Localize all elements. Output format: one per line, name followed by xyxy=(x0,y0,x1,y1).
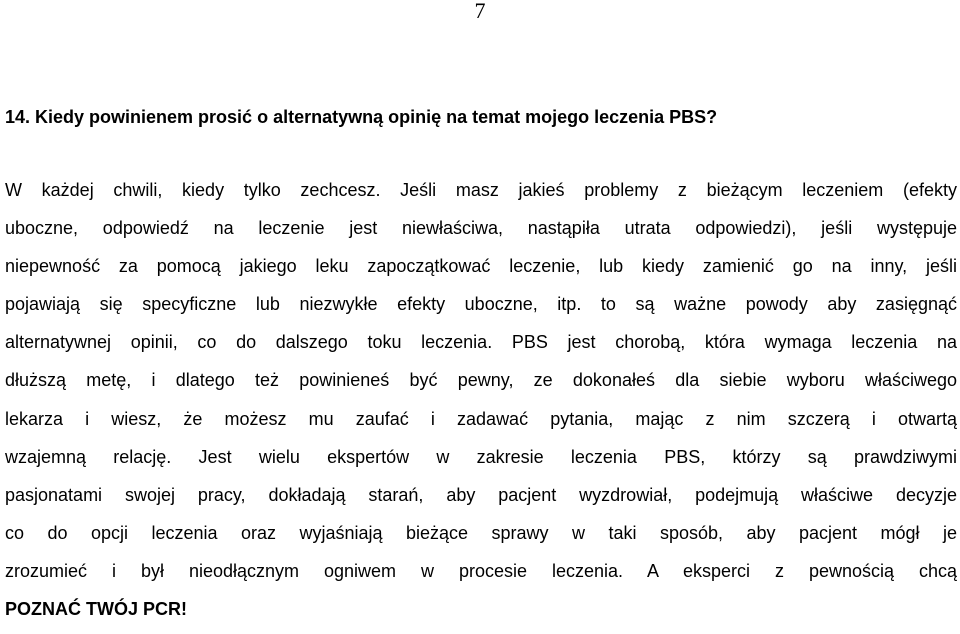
closing-line: POZNAĆ TWÓJ PCR! xyxy=(5,599,187,620)
body-line: zrozumieć i był nieodłącznym ogniwem w procesie leczenia. A eksperci z pewnością chcą xyxy=(5,560,957,581)
body-line: dłuższą metę, i dlatego też powinieneś być pewny, ze dokonałeś dla siebie wyboru właściwego xyxy=(5,370,957,391)
page-number: 7 xyxy=(474,0,486,23)
body-line: uboczne, odpowiedź na leczenie jest niewłaściwa, nastąpiła utrata odpowiedzi), jeśli występuje xyxy=(5,218,957,239)
body-line: wzajemną relację. Jest wielu ekspertów w zakresie leczenia PBS, którzy są prawdziwymi xyxy=(5,446,957,467)
body-line: niepewność za pomocą jakiego leku zapoczątkować leczenie, lub kiedy zamienić go na inny, jeśli xyxy=(5,256,957,277)
body-paragraph xyxy=(5,177,957,634)
body-line: W każdej chwili, kiedy tylko zechcesz. Jeśli masz jakieś problemy z bieżącym leczeniem (efekty xyxy=(5,180,957,200)
body-line: lekarza i wiesz, że możesz mu zaufać i zadawać pytania, mając z nim szczerą i otwartą xyxy=(5,408,957,429)
body-line: alternatywnej opinii, co do dalszego toku leczenia. PBS jest chorobą, która wymaga leczenia na xyxy=(5,332,957,353)
body-line: co do opcji leczenia oraz wyjaśniają bieżące sprawy w taki sposób, aby pacjent mógł je xyxy=(5,522,957,543)
body-line: pojawiają się specyficzne lub niezwykłe efekty uboczne, itp. to są ważne powody aby zasięgnąć xyxy=(5,294,957,315)
body-line: pasjonatami swojej pracy, dokładają starań, aby pacjent wyzdrowiał, podejmują właściwe decyzje xyxy=(5,484,957,505)
section-heading: 14. Kiedy powinienem prosić o alternatywną opinię na temat mojego leczenia PBS? xyxy=(5,107,718,127)
